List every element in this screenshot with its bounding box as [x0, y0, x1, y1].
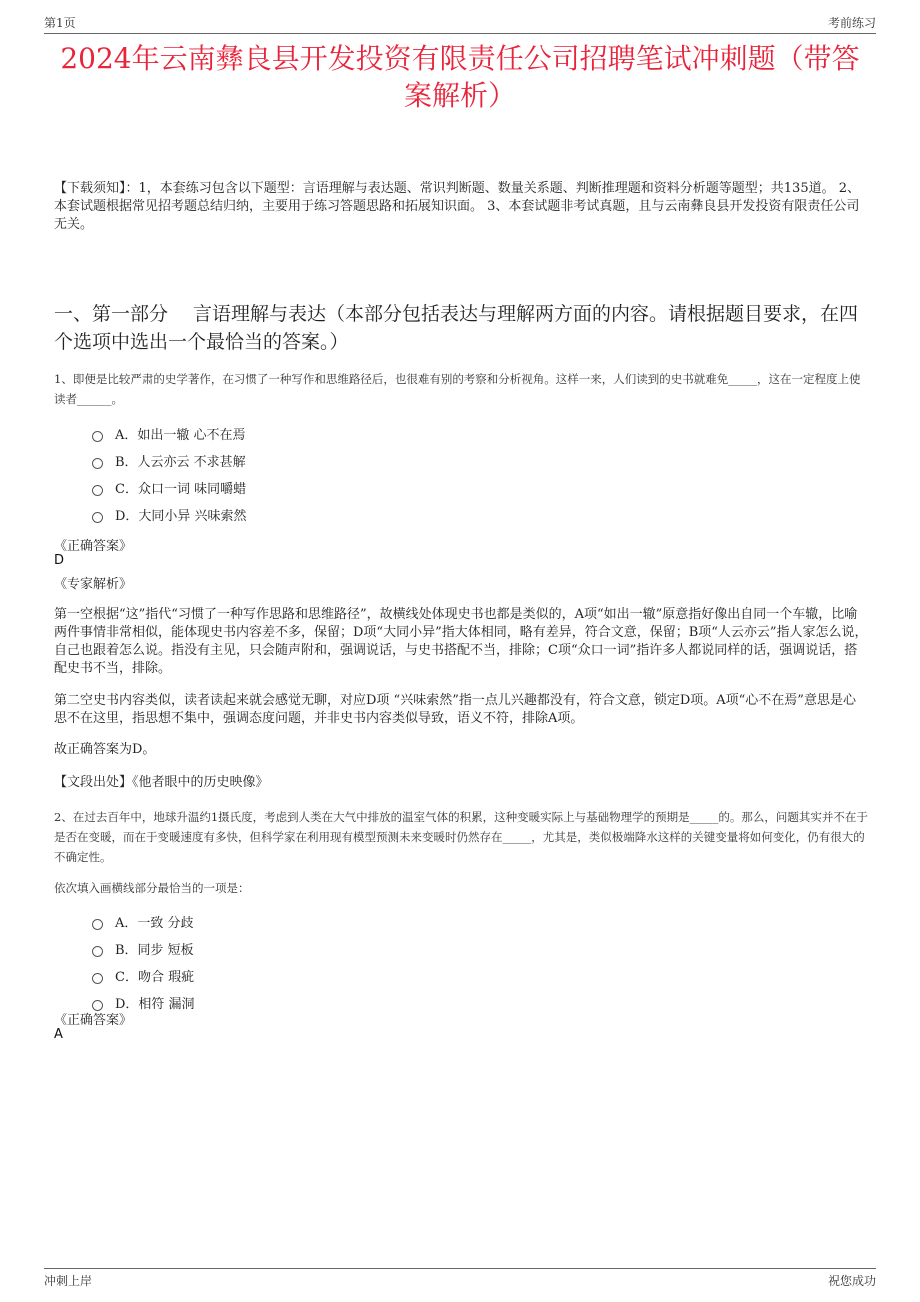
- radio-icon[interactable]: [92, 512, 103, 523]
- answer-label: 《正确答案》: [54, 1013, 133, 1028]
- header-tag: 考前练习: [827, 16, 876, 30]
- question-2-prompt: 依次填入画横线部分最恰当的一项是：: [54, 881, 250, 895]
- option-b[interactable]: B．同步 短板: [92, 935, 195, 962]
- section-heading: 一、第一部分 言语理解与表达（本部分包括表达与理解两方面的内容。请根据题目要求，在四个选项中选出一个最恰当的答案。）: [54, 303, 859, 353]
- analysis-paragraph-1: 第一空根据“这”指代“习惯了一种写作思路和思维路径”，故横线处体现史书也都是类似的，A项“如出一辙”原意指好像出自同一个车辙，比喻两件事情非常相似，能体现史书内容差不多，保留；D项“大同小异”指大体相同，略有差异，符合文意，保留；B项“人云亦云”指人家怎么说，自己也跟着怎么说。指没有主见，只会随声附和，强调说话，与史书搭配不当，排除；C项“众口一词”指许多人都说同样的话，强调说话，搭配史书不当，排除。: [54, 607, 868, 676]
- option-a[interactable]: A．如出一辙 心不在焉: [92, 420, 247, 447]
- radio-icon[interactable]: [92, 458, 103, 469]
- footer-left: 冲刺上岸: [44, 1274, 93, 1288]
- option-a[interactable]: A．一致 分歧: [92, 908, 195, 935]
- radio-icon[interactable]: [92, 973, 103, 984]
- header-divider: [44, 33, 876, 34]
- analysis-conclusion: 故正确答案为D。: [54, 742, 156, 757]
- radio-icon[interactable]: [92, 431, 103, 442]
- answer-label: 《正确答案》: [54, 539, 133, 554]
- page-footer: [44, 1272, 876, 1289]
- option-c[interactable]: C．吻合 瑕疵: [92, 962, 195, 989]
- download-notice: 【下载须知】：1，本套练习包含以下题型：言语理解与表达题、常识判断题、数量关系题、判断推理题和资料分析题等题型；共135道。 2、本套试题根据常见招考题总结归纳，主要用于练习答题思路和拓展知识面。 3、本套试题非考试真题，且与云南彝良县开发投资有限责任公司无关。: [54, 181, 860, 232]
- radio-icon[interactable]: [92, 946, 103, 957]
- question-2-options: [92, 908, 195, 1016]
- question-1-options: [92, 420, 247, 528]
- answer-value: D: [54, 553, 65, 568]
- footer-divider: [44, 1268, 876, 1269]
- question-2-text: 2、在过去百年中，地球升温约1摄氏度，考虑到人类在大气中排放的温室气体的积累，这种变暖实际上与基础物理学的预期是_____的。那么，问题其实并不在于是否在变暖，而在于变暖速度有多快，但科学家在利用现有模型预测未来变暖时仍然存在_____，尤其是，类似极端降水这样的关键变量将如何变化，仍有很大的不确定性。: [54, 810, 868, 864]
- answer-value: A: [54, 1027, 63, 1042]
- analysis-paragraph-2: 第二空史书内容类似，读者读起来就会感觉无聊，对应D项 “兴味索然”指一点儿兴趣都没有，符合文意，锁定D项。A项“心不在焉”意思是心思不在这里，指思想不集中，强调态度问题，并非史书内容类似导致，语义不符，排除A项。: [54, 693, 856, 726]
- source-citation: 【文段出处】《他者眼中的历史映像》: [54, 775, 269, 790]
- page-number: 第1页: [44, 16, 76, 30]
- option-c[interactable]: C．众口一词 味同嚼蜡: [92, 474, 247, 501]
- document-title: 2024年云南彝良县开发投资有限责任公司招聘笔试冲刺题（带答案解析）: [60, 42, 860, 112]
- analysis-label: 《专家解析》: [54, 577, 133, 592]
- radio-icon[interactable]: [92, 485, 103, 496]
- question-1-text: 1、即便是比较严肃的史学著作，在习惯了一种写作和思维路径后，也很难有别的考察和分析视角。这样一来，人们读到的史书就难免_____，这在一定程度上使读者______。: [54, 372, 861, 406]
- option-b[interactable]: B．人云亦云 不求甚解: [92, 447, 247, 474]
- option-d[interactable]: D．大同小异 兴味索然: [92, 501, 247, 528]
- radio-icon[interactable]: [92, 919, 103, 930]
- footer-right: 祝您成功: [827, 1274, 876, 1288]
- option-d[interactable]: D．相符 漏洞: [92, 989, 195, 1016]
- page-header: [44, 14, 876, 31]
